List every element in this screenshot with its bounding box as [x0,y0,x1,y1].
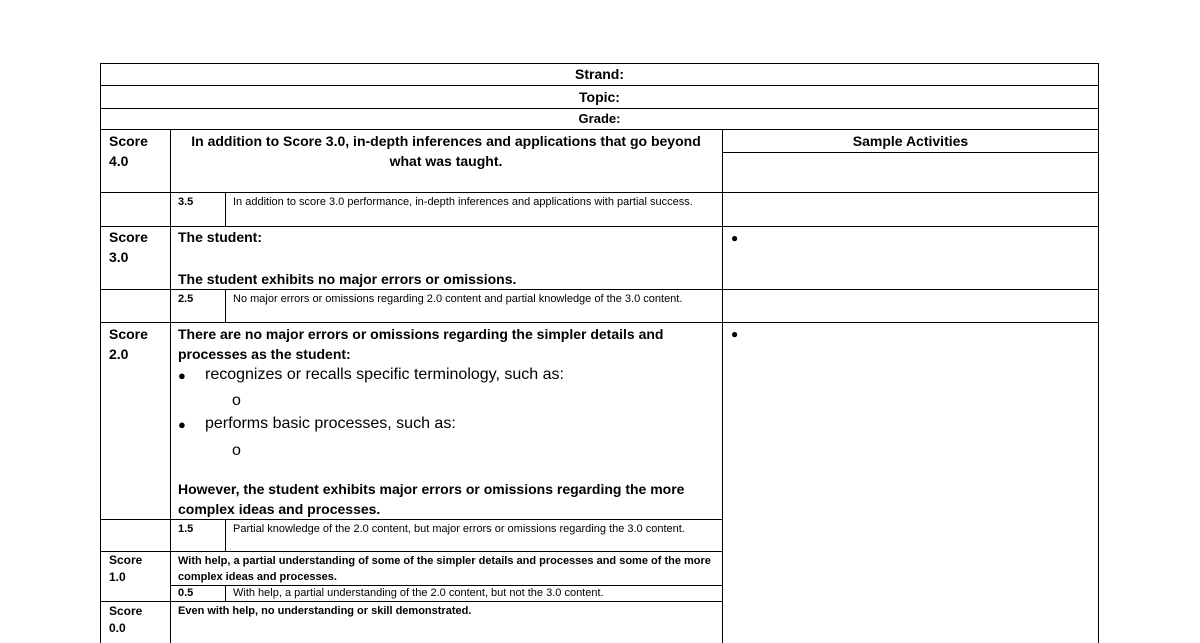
score-2-intro: There are no major errors or omissions regarding the simpler details and processes as the student: [178,326,664,362]
half-score-number: 2.5 [178,293,194,305]
half-score-number: 0.5 [178,587,194,599]
col-border [100,63,101,643]
score-label-line2: 3.0 [109,249,129,265]
score-label-line1: Score [109,604,143,618]
list-bullet: ● [178,417,186,432]
score-label-line1: Score [109,326,148,342]
score-label-line1: Score [109,229,148,245]
col-border [170,129,171,643]
score-2-however: However, the student exhibits major errors or omissions regarding the more complex ideas and processes. [178,481,685,517]
half-score-number: 1.5 [178,523,194,535]
sample-activity-bullet: ● [731,327,739,341]
strand-label: Strand: [575,66,624,82]
sub-list-marker: o [232,442,241,459]
col-border [722,129,723,643]
score-label-line1: Score [109,553,143,567]
row-border [100,289,1099,290]
row-border [722,152,1099,153]
score-label-line2: 1.0 [109,570,126,584]
topic-label: Topic: [579,89,620,105]
half-score-description: Partial knowledge of the 2.0 content, but major errors or omissions regarding the 3.0 content. [233,523,685,535]
sample-activities-header: Sample Activities [852,133,969,149]
score-label-line2: 0.0 [109,621,126,635]
half-score-number: 3.5 [178,196,194,208]
col-border [225,289,226,322]
score-label-line2: 2.0 [109,346,129,362]
col-border [225,192,226,226]
rubric-table [100,63,1099,643]
grade-label: Grade: [578,111,621,126]
score-3-description: The student exhibits no major errors or omissions. [178,271,517,287]
list-bullet: ● [178,368,186,383]
col-border [225,585,226,601]
row-border [100,601,722,602]
score-3-intro: The student: [178,229,262,245]
row-border [100,85,1099,86]
score-label-line1: Score [109,133,148,149]
row-border [100,519,722,520]
row-border [100,322,1099,323]
half-score-description: In addition to score 3.0 performance, in-depth inferences and applications with partial success. [233,196,693,208]
list-item-processes: performs basic processes, such as: [205,415,456,432]
list-item-terminology: recognizes or recalls specific terminology, such as: [205,366,564,383]
col-border [225,519,226,551]
score-0-description: Even with help, no understanding or skill demonstrated. [178,605,472,617]
score-4-description: In addition to Score 3.0, in-depth inferences and applications that go beyond what was taught. [191,133,701,169]
half-score-description: No major errors or omissions regarding 2.0 content and partial knowledge of the 3.0 content. [233,293,683,305]
sample-activity-bullet: ● [731,231,739,245]
row-border [100,551,722,552]
score-1-description: With help, a partial understanding of some of the simpler details and processes and some of the more complex ideas and processes. [178,555,711,583]
half-score-description: With help, a partial understanding of the 2.0 content, but not the 3.0 content. [233,587,604,599]
row-border [100,129,1099,130]
row-border [100,192,1099,193]
score-label-line2: 4.0 [109,153,129,169]
sub-list-marker: o [232,392,241,409]
